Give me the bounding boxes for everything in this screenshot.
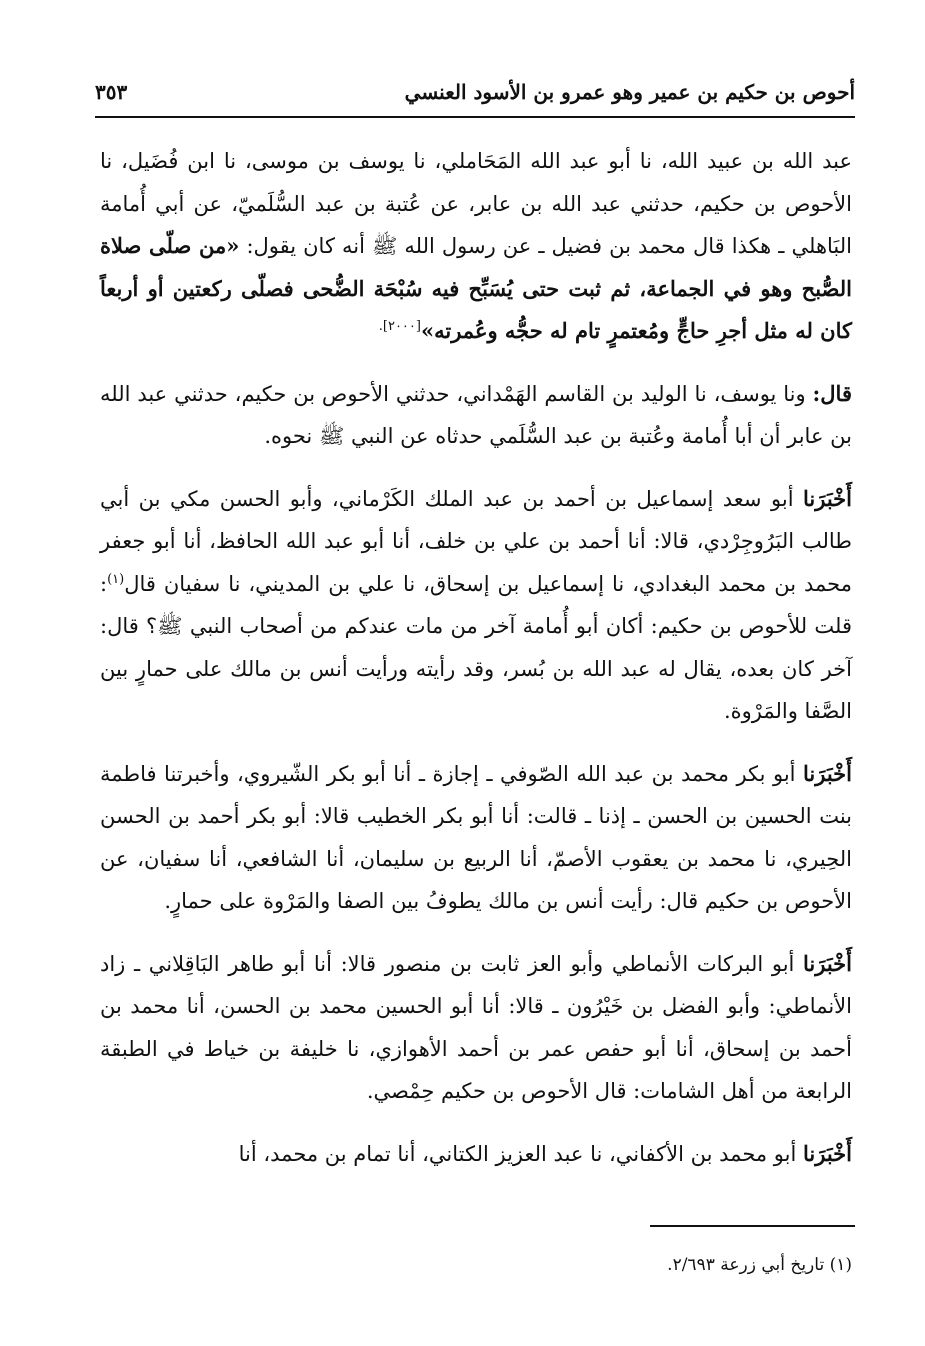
footnote: (١) تاريخ أبي زرعة ٢/٦٩٣. bbox=[667, 1255, 852, 1275]
paragraph-lead: أَخْبَرَنا bbox=[803, 760, 852, 786]
paragraph-5 bbox=[100, 943, 852, 1113]
paragraph-text: أبو محمد بن الأكفاني، نا عبد العزيز الكتاني، أنا تمام بن محمد، أنا bbox=[238, 1141, 804, 1166]
footnote-divider bbox=[650, 1225, 855, 1227]
paragraph-1 bbox=[100, 140, 852, 353]
paragraph-lead: أَخْبَرَنا bbox=[803, 950, 852, 976]
hadith-quote: «من صلّى صلاة الصُّبح وهو في الجماعة، ثم ثبت حتى يُسَبِّح فيه سُبْحَة الضُّحى فصلّى ركعتين أو أربعاً كان له مثل أجرِ حاجٍّ ومُعتمرٍ تام له حجُّه وعُمرته» bbox=[100, 233, 852, 343]
header-divider bbox=[95, 116, 855, 118]
paragraph-2 bbox=[100, 373, 852, 458]
paragraph-text: أبو بكر محمد بن عبد الله الصّوفي ـ إجازة ـ أنا أبو بكر الشّيروي، وأخبرتنا فاطمة بنت الحسين بن الحسن ـ إذنا ـ قالت: أنا أبو بكر الخطيب قالا: أبو بكر أحمد بن الحسن الحِيري، نا محمد بن يعقوب الأصمّ، أنا الربيع بن سليمان، أنا الشافعي، أنا سفيان، عن الأحوص بن حكيم قال: رأيت أنس بن مالك يطوفُ بين الصفا والمَرْوة على حمارٍ. bbox=[100, 761, 852, 913]
paragraph-text: ونا يوسف، نا الوليد بن القاسم الهَمْداني، حدثني الأحوص بن حكيم، حدثني عبد الله بن عابر أن أبا أُمامة وعُتبة بن عبد السُّلَمي حدثاه عن النبي ﷺ نحوه. bbox=[100, 381, 852, 448]
page-number: ٣٥٣ bbox=[95, 80, 128, 104]
paragraph-text: : قلت للأحوص بن حكيم: أكان أبو أُمامة آخر من مات عندكم من أصحاب النبي ﷺ؟ قال: آخر كان بعده، يقال له عبد الله بن بُسر، وقد رأيته ورأيت أنس بن مالك على حمارٍ بين الصَّفا والمَرْوة. bbox=[100, 571, 852, 723]
paragraph-4 bbox=[100, 753, 852, 923]
paragraph-lead: أَخْبَرَنا bbox=[803, 485, 852, 511]
paragraph-text: أبو سعد إسماعيل بن أحمد بن عبد الملك الكَرْماني، وأبو الحسن مكي بن أبي طالب البَرُوجِرْدي، قالا: أنا أحمد بن علي بن خلف، أنا أبو عبد الله الحافظ، أنا أبو جعفر محمد بن محمد البغدادي، نا إسماعيل بن إسحاق، نا علي بن المديني، نا سفيان قال bbox=[100, 486, 852, 596]
paragraph-lead: قال: bbox=[812, 380, 852, 406]
running-title: أحوص بن حكيم بن عمير وهو عمرو بن الأسود العنسي bbox=[404, 80, 855, 104]
footnote-reference[interactable]: (١) bbox=[107, 571, 125, 587]
paragraph-text: أبو البركات الأنماطي وأبو العز ثابت بن منصور قالا: أنا أبو طاهر البَاقِلاني ـ زاد الأنماطي: وأبو الفضل بن خَيْرُون ـ قالا: أنا أبو الحسين محمد بن الحسن، أنا محمد بن أحمد بن إسحاق، أنا أبو حفص عمر بن أحمد الأهوازي، نا خليفة بن خياط في الطبقة الرابعة من أهل الشامات: قال الأحوص بن حكيم حِمْصي. bbox=[100, 951, 852, 1103]
paragraph-6 bbox=[100, 1133, 852, 1176]
paragraph-text: عبد الله بن عبيد الله، نا أبو عبد الله المَحَاملي، نا يوسف بن موسى، نا ابن فُضَيل، نا الأحوص بن حكيم، حدثني عبد الله بن عابر، عن عُتبة بن عبد السُّلَميّ، عن أبي أُمامة البَاهلي ـ هكذا قال محمد بن فضيل ـ عن رسول الله ﷺ أنه كان يقول: bbox=[100, 149, 852, 258]
running-header bbox=[95, 78, 855, 114]
main-text bbox=[100, 140, 852, 1195]
paragraph-3 bbox=[100, 478, 852, 733]
hadith-number: [٢٠٠٠]. bbox=[378, 319, 421, 334]
paragraph-lead: أَخْبَرَنا bbox=[803, 1140, 852, 1166]
